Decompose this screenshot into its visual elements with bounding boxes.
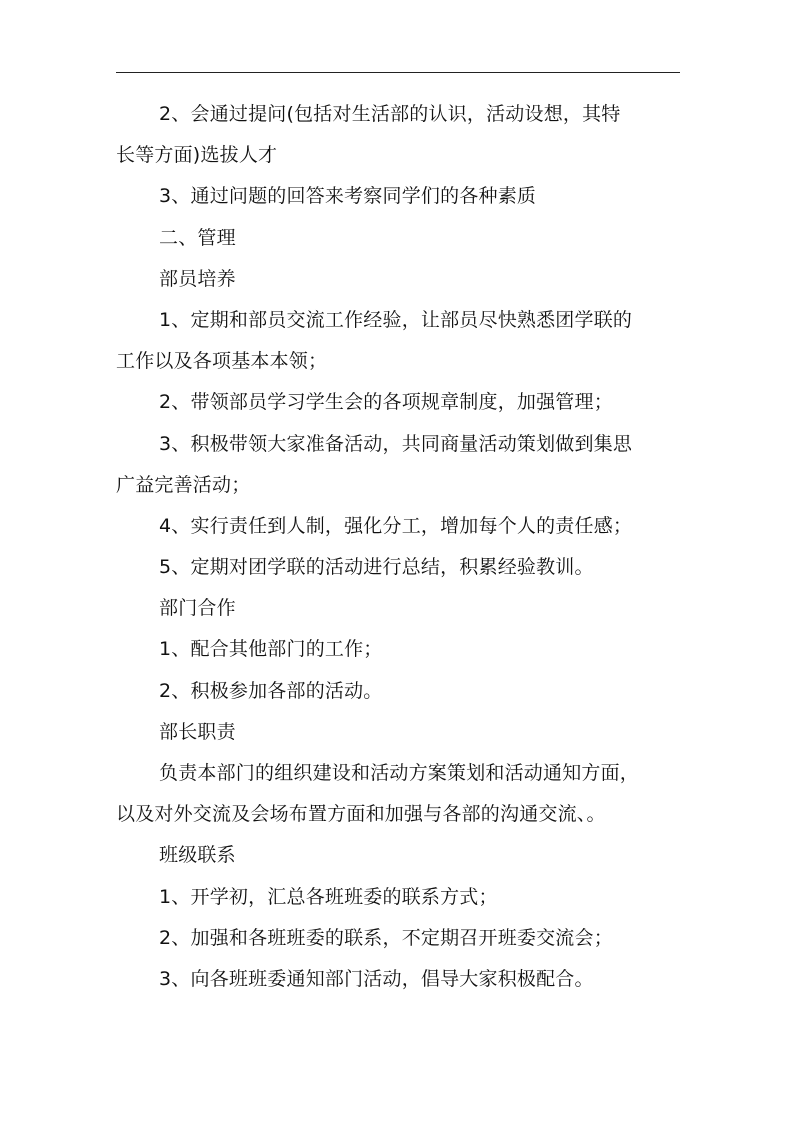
document-body xyxy=(116,94,688,1000)
section-heading: 二、管理 xyxy=(159,226,236,249)
paragraph-line: 2、带领部员学习学生会的各项规章制度，加强管理； xyxy=(159,391,613,414)
paragraph-line: 3、向各班班委通知部门活动，倡导大家积极配合。 xyxy=(159,967,594,990)
subsection-heading: 部员培养 xyxy=(159,267,236,290)
subsection-heading: 部长职责 xyxy=(159,720,236,743)
paragraph-line: 1、定期和部员交流工作经验，让部员尽快熟悉团学联的 xyxy=(159,308,633,331)
paragraph-line: 长等方面)选拔人才 xyxy=(116,144,278,167)
paragraph-line: 4、实行责任到人制，强化分工，增加每个人的责任感； xyxy=(159,514,633,537)
paragraph-line: 2、会通过提问(包括对生活部的认识，活动设想，其特 xyxy=(159,103,621,125)
header-rule xyxy=(116,72,680,73)
paragraph-line: 3、积极带领大家准备活动，共同商量活动策划做到集思 xyxy=(159,432,633,455)
subsection-heading: 部门合作 xyxy=(159,597,236,620)
paragraph-line: 2、加强和各班班委的联系，不定期召开班委交流会； xyxy=(159,926,613,949)
paragraph-line: 广益完善活动； xyxy=(116,473,251,496)
paragraph-line: 负责本部门的组织建设和活动方案策划和活动通知方面， xyxy=(159,762,640,784)
paragraph-line: 以及对外交流及会场布置方面和加强与各部的沟通交流、。 xyxy=(116,803,606,826)
paragraph-line: 1、配合其他部门的工作； xyxy=(159,638,383,661)
subsection-heading: 班级联系 xyxy=(159,844,236,867)
paragraph-line: 2、积极参加各部的活动。 xyxy=(159,679,383,702)
paragraph-line: 3、通过问题的回答来考察同学们的各种素质 xyxy=(159,185,537,208)
paragraph-line: 1、开学初，汇总各班班委的联系方式； xyxy=(159,885,498,908)
paragraph-line: 5、定期对团学联的活动进行总结，积累经验教训。 xyxy=(159,556,594,579)
paragraph-line: 工作以及各项基本本领； xyxy=(116,350,328,373)
